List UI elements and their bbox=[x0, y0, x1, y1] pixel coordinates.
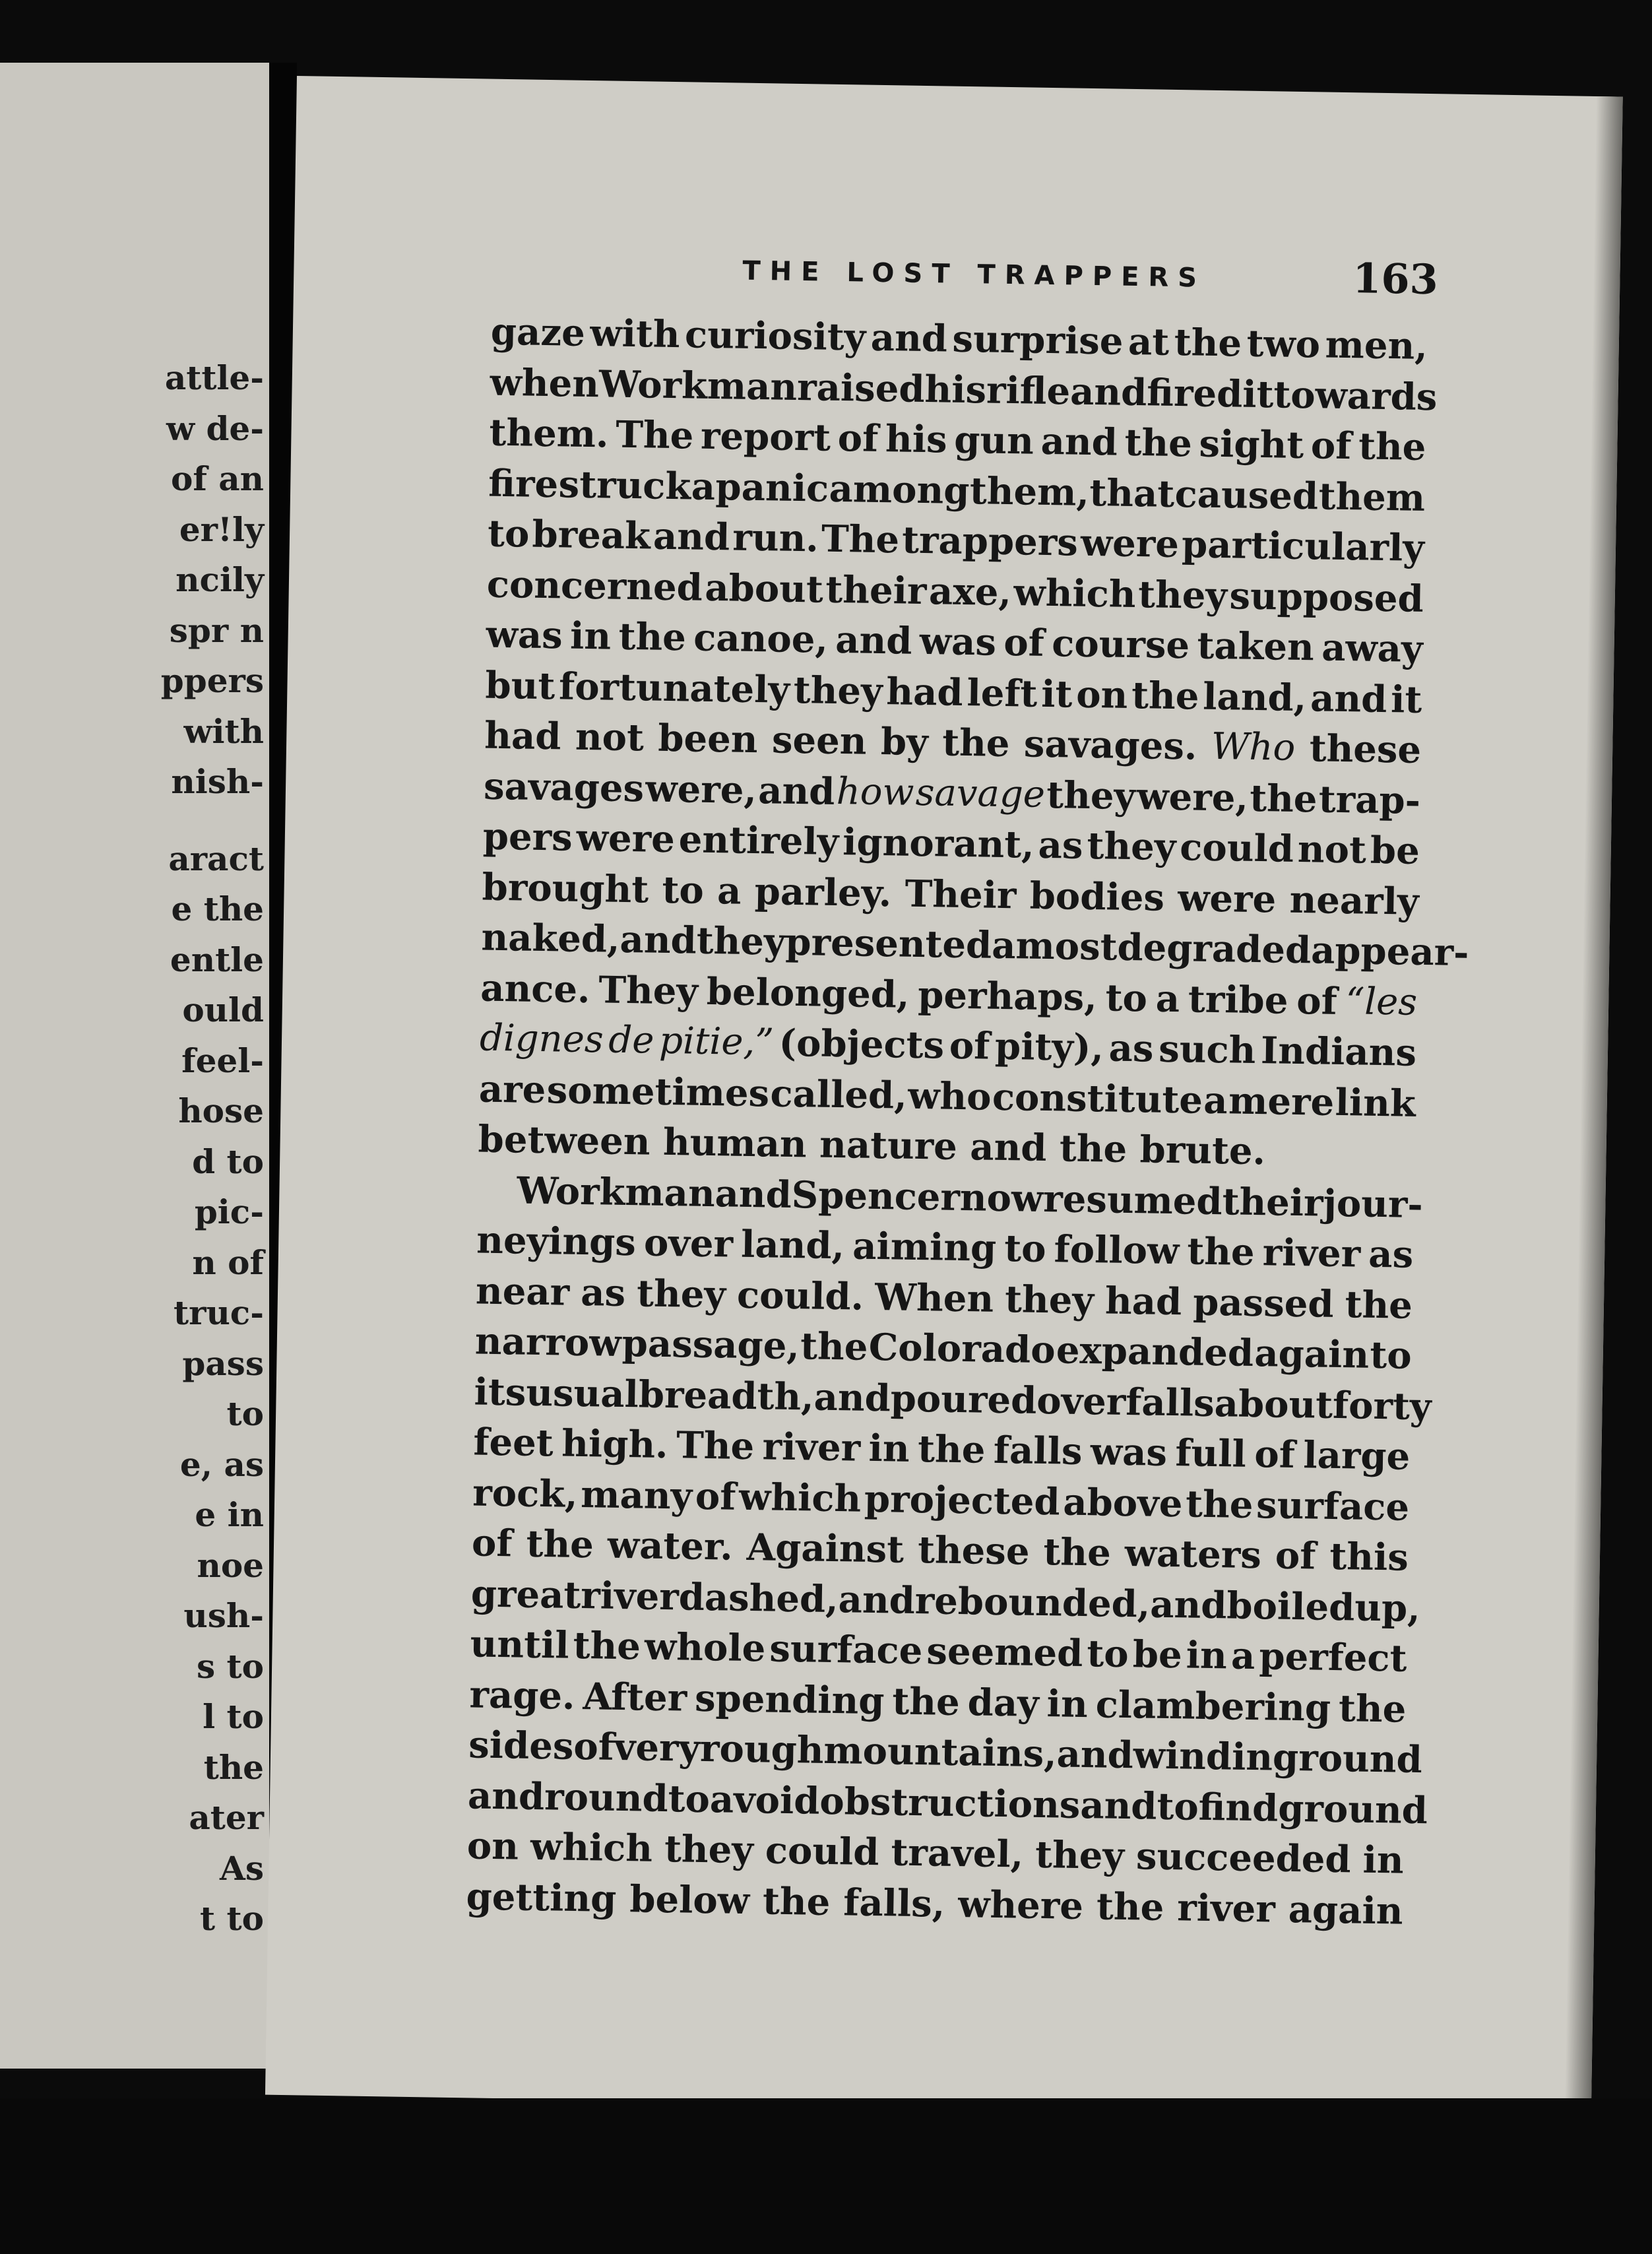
left-page-line: e, as bbox=[179, 1444, 264, 1484]
text-line: when Workman raised his rifle and fired it towards bbox=[490, 360, 1438, 419]
left-page-line: As bbox=[220, 1848, 264, 1888]
left-page-line: t to bbox=[200, 1899, 264, 1938]
left-page-line: ncily bbox=[175, 560, 264, 599]
left-page-line: d to bbox=[192, 1142, 264, 1181]
left-page-line: nish- bbox=[171, 762, 264, 801]
text-line: naked, and they presented a most degraded appear- bbox=[481, 915, 1469, 975]
left-page-line: aract bbox=[168, 839, 264, 878]
text-line: are sometimes called, who constitute a mere link bbox=[478, 1067, 1416, 1126]
text-line: but fortunately they had left it on the land, and it bbox=[485, 663, 1422, 722]
right-page bbox=[265, 76, 1623, 2115]
left-page-line: noe bbox=[197, 1545, 264, 1585]
text-line: concerned about their axe, which they supposed bbox=[486, 562, 1424, 621]
text-line: getting below the falls, where the river again bbox=[466, 1874, 1404, 1933]
text-line: its usual breadth, and poured over falls about forty bbox=[474, 1369, 1432, 1429]
page-edge bbox=[1565, 96, 1623, 2115]
left-page-line: ush- bbox=[183, 1596, 264, 1635]
text-line: neyings over land, aiming to follow the river as bbox=[476, 1218, 1414, 1277]
text-line: pers were entirely ignorant, as they could not be bbox=[482, 814, 1420, 873]
left-page-line: with bbox=[183, 711, 264, 751]
text-line: great river dashed, and rebounded, and boiled up, bbox=[470, 1571, 1421, 1630]
text-line: fire struck a panic among them, that caused them bbox=[488, 461, 1426, 520]
text-line: rock, many of which projected above the surface bbox=[472, 1470, 1410, 1530]
left-page-line: spr n bbox=[169, 610, 264, 650]
running-head: THE LOST TRAPPERS bbox=[742, 255, 1207, 294]
text-line: to break and run. The trappers were particularly bbox=[487, 511, 1425, 570]
left-page-line: the bbox=[203, 1747, 264, 1787]
text-line: feet high. The river in the falls was full of large bbox=[472, 1420, 1411, 1479]
left-page-text bbox=[0, 353, 264, 1945]
text-line: until the whole surface seemed to be in a perfect bbox=[470, 1622, 1407, 1681]
left-page-line: pass bbox=[182, 1343, 264, 1383]
text-line: near as they could. When they had passed the bbox=[475, 1268, 1413, 1328]
left-page-line: e the bbox=[171, 889, 264, 928]
left-page-line: n of bbox=[192, 1242, 264, 1282]
left-page-line: w de- bbox=[166, 408, 264, 448]
left-page-line: ould bbox=[182, 990, 264, 1029]
text-line: and round to avoid obstructions and to find ground bbox=[467, 1773, 1428, 1832]
text-line: of the water. Against these the waters of this bbox=[471, 1521, 1409, 1580]
text-line: Workman and Spencer now resumed their jour- bbox=[516, 1168, 1424, 1227]
left-page-line: ppers bbox=[160, 661, 264, 700]
left-page bbox=[0, 63, 269, 2069]
text-line: had not been seen by the savages. Who these bbox=[484, 713, 1422, 772]
left-page-line: ater bbox=[189, 1798, 264, 1837]
left-page-line: truc- bbox=[174, 1293, 264, 1332]
left-page-line: of an bbox=[170, 459, 264, 498]
text-line: rage. After spending the day in clambering the bbox=[468, 1672, 1407, 1731]
scan-background bbox=[0, 2098, 1652, 2254]
left-page-line: entle bbox=[170, 940, 264, 979]
left-page-line: to bbox=[226, 1394, 264, 1433]
text-line: sides of very rough mountains, and winding round bbox=[468, 1723, 1423, 1782]
text-line: ance. They belonged, perhaps, to a tribe of “les bbox=[480, 966, 1418, 1024]
text-line: dignes de pitie,” (objects of pity), as such Indians bbox=[479, 1016, 1417, 1075]
text-line: brought to a parley. Their bodies were nearly bbox=[482, 865, 1420, 924]
text-line: narrow passage, the Colorado expanded again to bbox=[474, 1319, 1413, 1378]
left-page-line: s to bbox=[196, 1646, 264, 1686]
left-page-line: l to bbox=[203, 1697, 264, 1736]
text-line: savages were, and how savage they were, the trap- bbox=[483, 764, 1421, 823]
page-number: 163 bbox=[1352, 254, 1439, 304]
left-page-line: attle- bbox=[164, 358, 264, 397]
left-page-line: e in bbox=[195, 1495, 264, 1534]
left-page-line: pic- bbox=[194, 1192, 264, 1231]
text-line: gaze with curiosity and surprise at the two men, bbox=[490, 309, 1428, 368]
left-page-line: hose bbox=[178, 1091, 264, 1130]
left-page-line: er!ly bbox=[179, 509, 264, 549]
text-line: between human nature and the brute. bbox=[478, 1117, 1266, 1174]
text-line: was in the canoe, and was of course taken away bbox=[486, 612, 1424, 671]
left-page-line: feel- bbox=[181, 1041, 264, 1080]
text-line: on which they could travel, they succeeded in bbox=[466, 1824, 1405, 1883]
text-line: them. The report of his gun and the sight of the bbox=[489, 410, 1426, 469]
body-text bbox=[466, 307, 1469, 1937]
